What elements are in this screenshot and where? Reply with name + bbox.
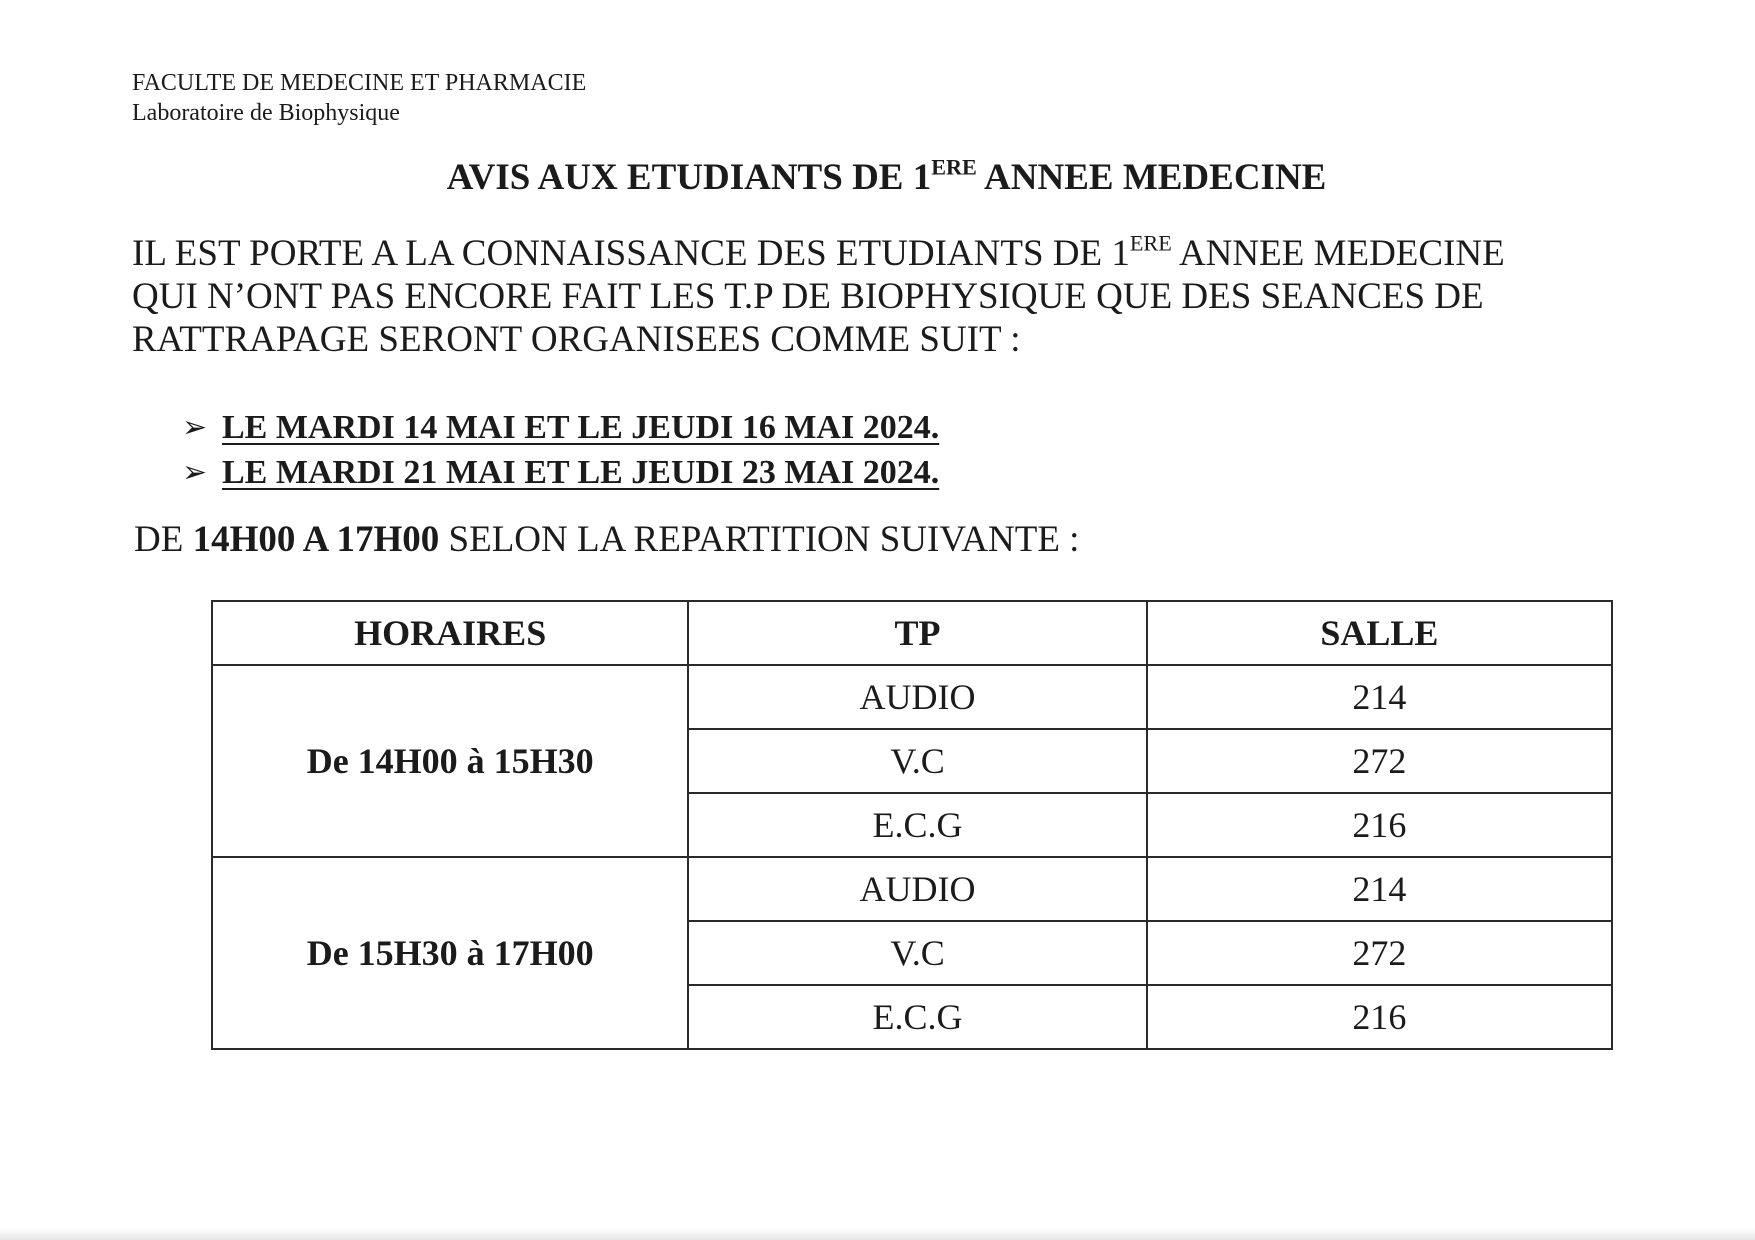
title-superscript: ERE xyxy=(931,154,977,180)
intro-line-1-prefix: IL EST PORTE A LA CONNAISSANCE DES ETUDIANTS DE 1 xyxy=(132,233,1130,274)
schedule-suffix: SELON LA REPARTITION SUIVANTE : xyxy=(439,519,1080,560)
tp-cell: V.C xyxy=(688,921,1146,985)
schedule-prefix: DE xyxy=(134,519,193,560)
arrow-bullet-icon: ➢ xyxy=(182,411,208,444)
schedule-table xyxy=(211,600,1613,1050)
header-horaires: HORAIRES xyxy=(212,601,688,665)
intro-line-1 xyxy=(132,232,1632,275)
intro-line-2: QUI N’ONT PAS ENCORE FAIT LES T.P DE BIOPHYSIQUE QUE DES SEANCES DE xyxy=(132,276,1484,317)
header-organization xyxy=(132,68,586,128)
date-list-item xyxy=(182,405,939,450)
tp-cell: AUDIO xyxy=(688,665,1146,729)
salle-cell: 272 xyxy=(1147,729,1612,793)
salle-cell: 214 xyxy=(1147,665,1612,729)
salle-cell: 214 xyxy=(1147,857,1612,921)
arrow-bullet-icon: ➢ xyxy=(182,456,208,489)
header-tp: TP xyxy=(688,601,1146,665)
title-prefix: AVIS AUX ETUDIANTS DE 1 xyxy=(446,157,932,198)
intro-paragraph xyxy=(132,232,1632,361)
salle-cell: 216 xyxy=(1147,985,1612,1049)
title-suffix: ANNEE MEDECINE xyxy=(976,157,1327,198)
horaire-cell: De 14H00 à 15H30 xyxy=(212,665,688,857)
intro-line-3: RATTRAPAGE SERONT ORGANISEES COMME SUIT : xyxy=(132,319,1021,360)
page-bottom-edge xyxy=(0,1228,1755,1240)
tp-cell: E.C.G xyxy=(688,793,1146,857)
schedule-line xyxy=(134,518,1079,561)
table-row xyxy=(212,857,1612,921)
tp-cell: V.C xyxy=(688,729,1146,793)
date-list-item xyxy=(182,450,939,495)
notice-title xyxy=(0,156,1755,199)
table-row xyxy=(212,665,1612,729)
schedule-time-range: 14H00 A 17H00 xyxy=(192,519,440,560)
intro-line-1-superscript: ERE xyxy=(1129,230,1172,256)
tp-cell: AUDIO xyxy=(688,857,1146,921)
laboratory-name: Laboratoire de Biophysique xyxy=(132,100,400,126)
date-text: LE MARDI 21 MAI ET LE JEUDI 23 MAI 2024. xyxy=(222,454,940,491)
header-salle: SALLE xyxy=(1147,601,1612,665)
date-text: LE MARDI 14 MAI ET LE JEUDI 16 MAI 2024. xyxy=(222,409,940,446)
faculty-name: FACULTE DE MEDECINE ET PHARMACIE xyxy=(132,70,587,96)
salle-cell: 216 xyxy=(1147,793,1612,857)
tp-cell: E.C.G xyxy=(688,985,1146,1049)
salle-cell: 272 xyxy=(1147,921,1612,985)
date-list xyxy=(182,405,939,495)
table-header-row xyxy=(212,601,1612,665)
intro-line-1-suffix: ANNEE MEDECINE xyxy=(1171,233,1505,274)
horaire-cell: De 15H30 à 17H00 xyxy=(212,857,688,1049)
